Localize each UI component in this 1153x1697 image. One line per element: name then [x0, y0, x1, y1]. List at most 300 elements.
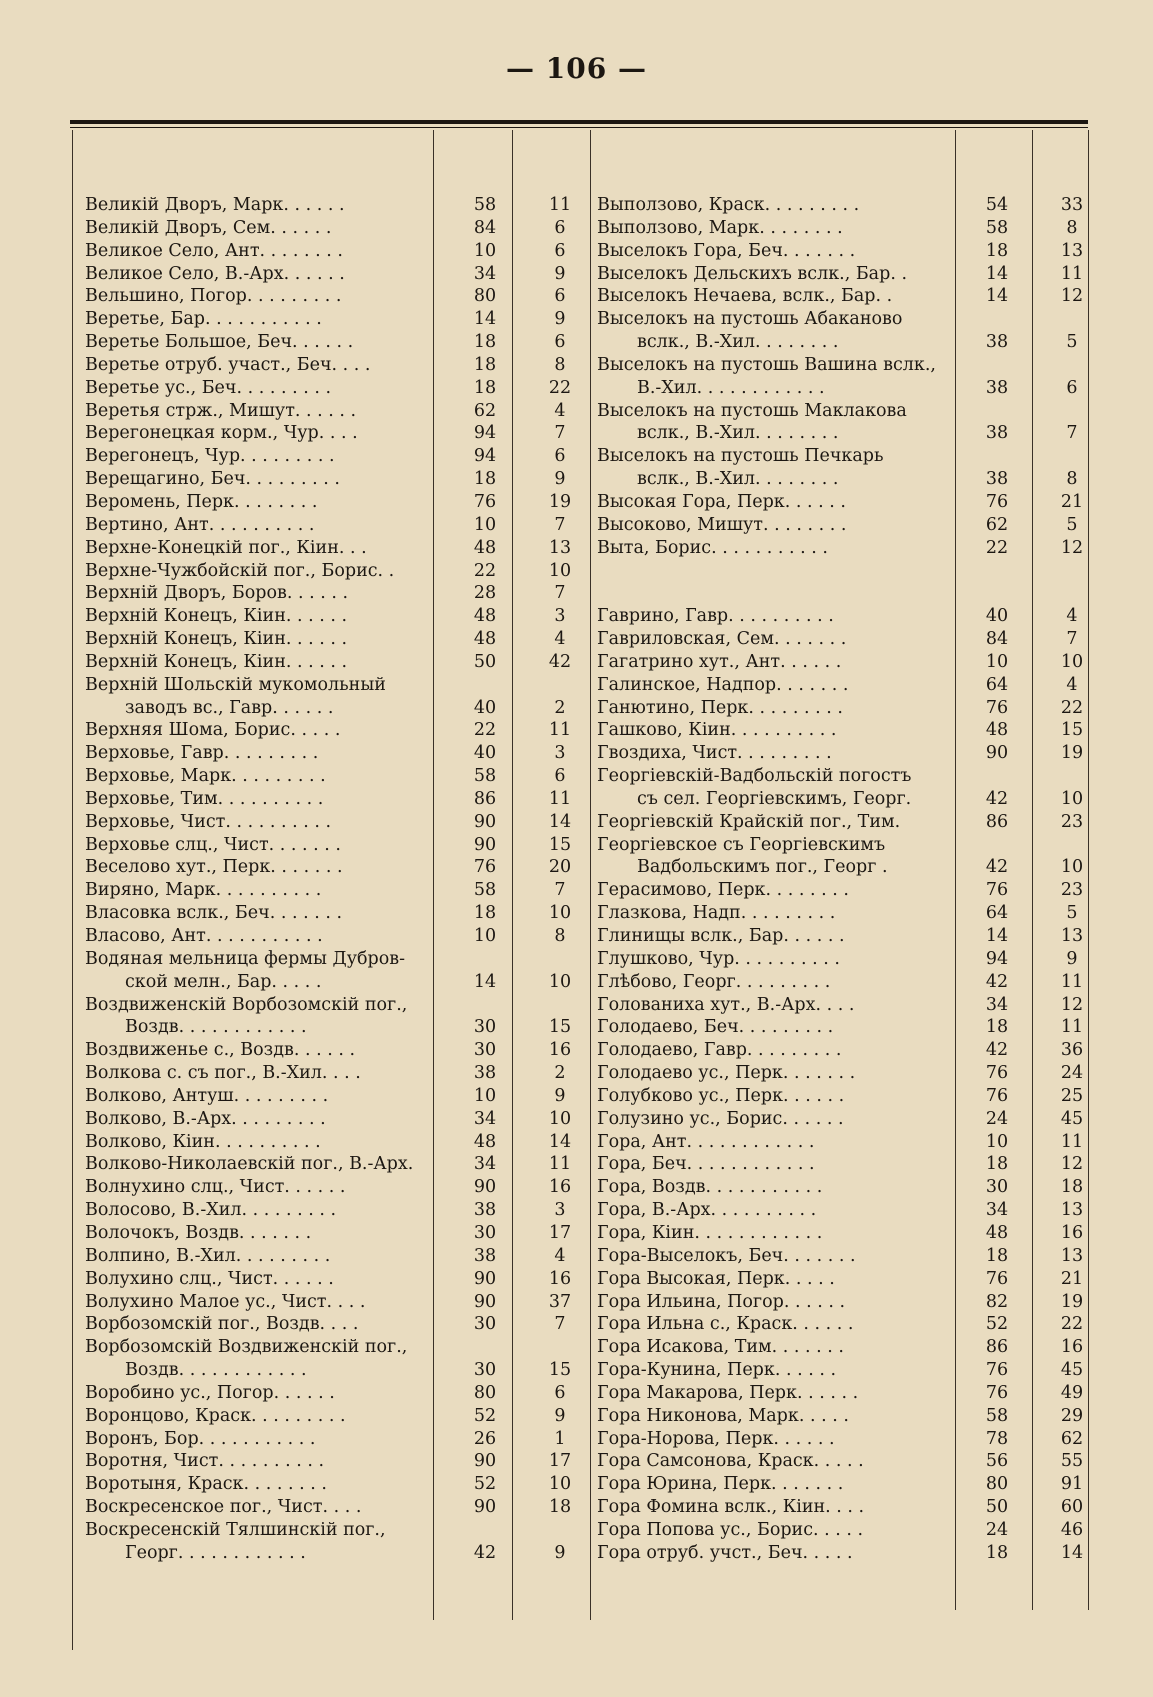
entry-number: 10 — [1060, 651, 1084, 672]
entry-number: 18 — [1060, 1177, 1084, 1198]
entry-page: 62 — [473, 400, 497, 421]
entry-page: 94 — [473, 446, 497, 467]
entry-name: Голованиха хут., В.-Арх. . . . — [597, 994, 855, 1015]
entry-number: 10 — [548, 971, 572, 992]
entry-name: Веселово хут., Перк. . . . . . . — [85, 857, 343, 878]
entry-number: 10 — [548, 1108, 572, 1129]
entry-name: Вадбольскимъ пог., Георг . — [637, 857, 888, 878]
index-entry-row — [597, 400, 1089, 423]
entry-number: 10 — [548, 560, 572, 581]
entry-number: 9 — [554, 469, 566, 490]
entry-page: 34 — [985, 994, 1009, 1015]
entry-number: 16 — [1060, 1337, 1084, 1358]
index-entry-row — [597, 1016, 1089, 1039]
entry-name: Георгіевскій Крайскій пог., Тим. — [597, 811, 901, 832]
entry-number: 55 — [1060, 1451, 1084, 1472]
entry-number: 15 — [548, 1360, 572, 1381]
entry-name: Вельшино, Погор. . . . . . . . . — [85, 286, 342, 307]
index-entry-row — [597, 605, 1089, 628]
entry-name: Высоково, Мишут. . . . . . . . — [597, 514, 847, 535]
index-entry-row — [85, 377, 585, 400]
entry-number: 3 — [554, 1200, 566, 1221]
entry-page: 40 — [473, 697, 497, 718]
entry-page: 48 — [473, 537, 497, 558]
entry-name: Волухино Малое ус., Чист. . . . — [85, 1291, 366, 1312]
entry-number: 13 — [1060, 926, 1084, 946]
entry-number: 17 — [548, 1451, 572, 1472]
entry-page: 76 — [985, 697, 1009, 718]
entry-page: 38 — [473, 1200, 497, 1221]
entry-name: Выползово, Марк. . . . . . . . — [597, 217, 843, 238]
index-entry-row — [85, 285, 585, 308]
index-entry-row — [85, 856, 585, 879]
entry-name: Голодаево, Беч. . . . . . . . . — [597, 1017, 834, 1038]
top-rule-thin — [70, 127, 1088, 128]
index-entry-row — [85, 445, 585, 468]
entry-number: 15 — [548, 834, 572, 855]
entry-name: Выползово, Краск. . . . . . . . . — [597, 195, 860, 215]
entry-name: Георг. . . . . . . . . . . . — [125, 1542, 306, 1563]
index-entry-row — [85, 308, 585, 331]
entry-number: 8 — [1066, 217, 1078, 238]
entry-name: Верхній Конецъ, Кiин. . . . . . — [85, 629, 348, 650]
entry-page: 42 — [985, 857, 1009, 878]
index-entry-row — [597, 1496, 1089, 1519]
entry-number: 6 — [554, 217, 566, 238]
entry-number: 45 — [1060, 1108, 1084, 1129]
index-entry-row — [597, 1473, 1089, 1496]
entry-number: 16 — [548, 1268, 572, 1289]
entry-number: 9 — [554, 1085, 566, 1106]
entry-name: Выселокъ на пустошь Маклакова — [597, 400, 907, 421]
entry-name: Веретье ус., Беч. . . . . . . . . — [85, 377, 332, 398]
entry-name: Ворбозомскій Воздвиженскій пог., — [85, 1337, 408, 1358]
entry-number: 6 — [554, 1382, 566, 1403]
index-entry-row — [85, 994, 585, 1017]
entry-page: 30 — [985, 1177, 1009, 1198]
entry-page: 30 — [473, 1360, 497, 1381]
index-entry-row — [85, 1268, 585, 1291]
index-entry-row — [85, 194, 585, 217]
entry-number: 7 — [554, 423, 566, 444]
entry-name: Волпино, В.-Хил. . . . . . . . . — [85, 1245, 331, 1266]
entry-page: 30 — [473, 1017, 497, 1038]
entry-page: 38 — [473, 1245, 497, 1266]
entry-number: 25 — [1060, 1085, 1084, 1106]
entry-name: Веромень, Перк. . . . . . . . — [85, 491, 318, 512]
entry-number: 12 — [1060, 1154, 1084, 1175]
entry-page: 10 — [473, 1085, 497, 1106]
entry-number: 19 — [548, 491, 572, 512]
entry-name: вслк., В.-Хил. . . . . . . . — [637, 423, 839, 444]
entry-name: Верховье, Чист. . . . . . . . . . — [85, 811, 332, 832]
entry-name: Выселокъ Нечаева, вслк., Бар. . — [597, 286, 893, 307]
index-entry-row — [85, 1291, 585, 1314]
entry-name: Воскресенскій Тялшинскій пог., — [85, 1519, 386, 1540]
entry-number: 91 — [1060, 1474, 1084, 1495]
index-entry-row — [85, 674, 585, 697]
entry-page: 62 — [985, 514, 1009, 535]
entry-page: 18 — [473, 377, 497, 398]
index-entry-row — [85, 971, 585, 994]
entry-number: 18 — [548, 1497, 572, 1518]
entry-name: съ сел. Георгіевскимъ, Георг. — [637, 788, 912, 809]
entry-page: 38 — [985, 332, 1009, 353]
entry-number: 45 — [1060, 1360, 1084, 1381]
entry-page: 50 — [473, 651, 497, 672]
entry-number: 37 — [548, 1291, 572, 1312]
index-entry-row — [597, 582, 1089, 605]
entry-number: 7 — [554, 514, 566, 535]
entry-number: 22 — [1060, 697, 1084, 718]
entry-name: Гора Попова ус., Борис. . . . . — [597, 1519, 864, 1540]
entry-name: Вертино, Ант. . . . . . . . . . — [85, 514, 315, 535]
index-entry-row — [597, 377, 1089, 400]
entry-page: 10 — [473, 514, 497, 535]
index-entry-row — [85, 1473, 585, 1496]
entry-page: 58 — [473, 195, 497, 215]
entry-name: Верхне-Конецкій пог., Кiин. . . — [85, 537, 367, 558]
entry-page: 18 — [985, 240, 1009, 261]
entry-page: 90 — [473, 811, 497, 832]
entry-name: Воздв. . . . . . . . . . . . — [125, 1017, 307, 1038]
index-entry-row — [597, 537, 1089, 560]
index-entry-row — [597, 856, 1089, 879]
index-entry-row — [597, 1542, 1089, 1565]
entry-page: 76 — [473, 491, 497, 512]
entry-number: 4 — [554, 629, 566, 650]
index-entry-row — [85, 1382, 585, 1405]
entry-name: ской мелн., Бар. . . . . — [125, 971, 322, 992]
entry-page: 64 — [985, 674, 1009, 695]
entry-page: 48 — [985, 1222, 1009, 1243]
index-entry-row — [85, 217, 585, 240]
index-entry-row — [85, 719, 585, 742]
index-entry-row — [597, 971, 1089, 994]
entry-number: 14 — [548, 811, 572, 832]
index-entry-row — [85, 742, 585, 765]
entry-name: Верхне-Чужбойскій пог., Борис. . — [85, 560, 395, 581]
entry-name: Гаврино, Гавр. . . . . . . . . . — [597, 606, 834, 627]
entry-name: Верегонецкая корм., Чур. . . . — [85, 423, 358, 444]
entry-name: Глинищы вслк., Бар. . . . . . — [597, 926, 845, 946]
entry-name: Воронцово, Краск. . . . . . . . . — [85, 1405, 346, 1426]
entry-number: 36 — [1060, 1040, 1084, 1061]
entry-page: 18 — [473, 903, 497, 924]
index-entry-row — [597, 1519, 1089, 1542]
index-entry-row — [597, 331, 1089, 354]
index-entry-row — [597, 1405, 1089, 1428]
index-entry-row — [597, 628, 1089, 651]
index-entry-row — [597, 240, 1089, 263]
entry-number: 5 — [1066, 514, 1078, 535]
entry-name: Глѣбово, Георг. . . . . . . . . — [597, 971, 831, 992]
entry-number: 10 — [1060, 857, 1084, 878]
index-entry-row — [85, 537, 585, 560]
entry-name: Георгіевскій-Вадбольскій погостъ — [597, 766, 912, 787]
index-entry-row — [85, 1405, 585, 1428]
index-entry-row — [597, 719, 1089, 742]
index-entry-row — [597, 879, 1089, 902]
index-entry-row — [597, 1245, 1089, 1268]
index-entry-row — [85, 560, 585, 583]
index-entry-row — [597, 811, 1089, 834]
index-entry-row — [85, 925, 585, 948]
entry-name: Гашково, Кiин. . . . . . . . . . — [597, 720, 837, 741]
index-entry-row — [597, 285, 1089, 308]
entry-page: 30 — [473, 1040, 497, 1061]
index-entry-row — [85, 1519, 585, 1542]
entry-page: 18 — [985, 1245, 1009, 1266]
entry-name: вслк., В.-Хил. . . . . . . . — [637, 332, 839, 353]
entry-number: 6 — [1066, 377, 1078, 398]
entry-page: 84 — [985, 629, 1009, 650]
index-entry-row — [597, 1176, 1089, 1199]
entry-name: Глазкова, Надп. . . . . . . . . — [597, 903, 836, 924]
entry-page: 42 — [985, 1040, 1009, 1061]
entry-name: Гора-Норова, Перк. . . . . . — [597, 1428, 835, 1449]
entry-number: 9 — [554, 263, 566, 284]
index-entry-row — [85, 1428, 585, 1451]
entry-number: 11 — [548, 1154, 572, 1175]
index-entry-row — [597, 354, 1089, 377]
index-entry-row — [85, 948, 585, 971]
entry-page: 76 — [985, 1268, 1009, 1289]
entry-page: 64 — [985, 903, 1009, 924]
entry-page: 86 — [985, 1337, 1009, 1358]
entry-number: 8 — [554, 354, 566, 375]
entry-page: 48 — [985, 720, 1009, 741]
entry-page: 42 — [473, 1542, 497, 1563]
entry-name: Верхній Конецъ, Кiин. . . . . . — [85, 651, 348, 672]
entry-name: Выселокъ Дельскихъ вслк., Бар. . — [597, 263, 908, 284]
entry-number: 9 — [554, 309, 566, 330]
index-entry-row — [85, 468, 585, 491]
entry-name: Волухино слц., Чист. . . . . . — [85, 1268, 334, 1289]
entry-number: 11 — [1060, 971, 1084, 992]
top-rule — [70, 120, 1088, 124]
entry-page: 48 — [473, 606, 497, 627]
index-entry-row — [85, 514, 585, 537]
entry-number: 49 — [1060, 1382, 1084, 1403]
entry-name: Волково, В.-Арх. . . . . . . . . — [85, 1108, 326, 1129]
entry-page: 58 — [473, 880, 497, 901]
entry-page: 54 — [985, 195, 1009, 215]
entry-number: 12 — [1060, 994, 1084, 1015]
index-entry-row — [85, 811, 585, 834]
entry-number: 21 — [1060, 491, 1084, 512]
index-entry-row — [597, 1108, 1089, 1131]
entry-number: 15 — [1060, 720, 1084, 741]
entry-page: 18 — [473, 354, 497, 375]
entry-number: 9 — [554, 1542, 566, 1563]
index-entry-row — [597, 1313, 1089, 1336]
entry-number: 7 — [1066, 629, 1078, 650]
entry-number: 7 — [554, 880, 566, 901]
index-entry-row — [85, 1542, 585, 1565]
entry-name: Великое Село, В.-Арх. . . . . . — [85, 263, 345, 284]
entry-page: 38 — [473, 1063, 497, 1084]
entry-page: 40 — [985, 606, 1009, 627]
index-entry-row — [597, 308, 1089, 331]
entry-name: Гора-Выселокъ, Беч. . . . . . . — [597, 1245, 856, 1266]
entry-number: 7 — [554, 583, 566, 604]
entry-name: Гора отруб. учст., Беч. . . . . — [597, 1542, 853, 1563]
index-entry-row — [597, 1428, 1089, 1451]
index-entry-row — [85, 651, 585, 674]
entry-name: Гора, Воздв. . . . . . . . . . . — [597, 1177, 823, 1198]
entry-page: 76 — [985, 1382, 1009, 1403]
entry-page: 90 — [473, 834, 497, 855]
index-entry-row — [597, 422, 1089, 445]
entry-name: Гора Самсонова, Краск. . . . . — [597, 1451, 864, 1472]
entry-page: 80 — [473, 1382, 497, 1403]
entry-name: Ворбозомскій пог., Воздв. . . . — [85, 1314, 359, 1335]
index-entry-row — [597, 925, 1089, 948]
entry-name: Голузино ус., Борис. . . . . . — [597, 1108, 844, 1129]
index-entry-row — [85, 1199, 585, 1222]
index-entry-row — [85, 765, 585, 788]
entry-page: 14 — [473, 971, 497, 992]
entry-number: 6 — [554, 332, 566, 353]
entry-page: 76 — [473, 857, 497, 878]
index-entry-row — [597, 1131, 1089, 1154]
index-entry-row — [85, 834, 585, 857]
index-entry-row — [597, 697, 1089, 720]
entry-page: 28 — [473, 583, 497, 604]
entry-number: 6 — [554, 286, 566, 307]
entry-number: 8 — [1066, 469, 1078, 490]
entry-name: Гора Ильина, Погор. . . . . . — [597, 1291, 846, 1312]
entry-number: 60 — [1060, 1497, 1084, 1518]
index-entry-row — [597, 1382, 1089, 1405]
entry-number: 11 — [548, 720, 572, 741]
entry-name: Веретье Большое, Беч. . . . . . — [85, 332, 354, 353]
entry-page: 58 — [473, 766, 497, 787]
index-entry-row — [597, 194, 1089, 217]
entry-number: 6 — [554, 446, 566, 467]
entry-page: 86 — [473, 788, 497, 809]
index-entry-row — [597, 765, 1089, 788]
entry-page: 22 — [473, 720, 497, 741]
entry-name: Власовка вслк., Беч. . . . . . . — [85, 903, 343, 924]
entry-page: 10 — [985, 651, 1009, 672]
entry-name: Верховье, Гавр. . . . . . . . . — [85, 743, 319, 764]
entry-number: 22 — [548, 377, 572, 398]
entry-name: Гора Фомина вслк., Кiин. . . . — [597, 1497, 865, 1518]
entry-name: Веретья стрж., Мишут. . . . . . — [85, 400, 357, 421]
entry-page: 18 — [985, 1017, 1009, 1038]
entry-name: Верегонецъ, Чур. . . . . . . . . — [85, 446, 335, 467]
entry-page: 58 — [985, 1405, 1009, 1426]
entry-name: Веретье, Бар. . . . . . . . . . . — [85, 309, 322, 330]
entry-number: 20 — [548, 857, 572, 878]
entry-name: Герасимово, Перк. . . . . . . . — [597, 880, 849, 901]
entry-number: 9 — [554, 1405, 566, 1426]
entry-page: 38 — [985, 377, 1009, 398]
entry-number: 2 — [554, 1063, 566, 1084]
index-entry-row — [597, 263, 1089, 286]
entry-name: Выселокъ Гора, Беч. . . . . . . — [597, 240, 856, 261]
entry-number: 16 — [548, 1177, 572, 1198]
entry-number: 14 — [548, 1131, 572, 1152]
entry-number: 24 — [1060, 1063, 1084, 1084]
index-entry-row — [597, 514, 1089, 537]
index-entry-row — [597, 1153, 1089, 1176]
entry-name: Георгіевское съ Георгіевскимъ — [597, 834, 886, 855]
entry-number: 11 — [548, 195, 572, 215]
entry-name: Воскресенское пог., Чист. . . . — [85, 1497, 362, 1518]
entry-number: 7 — [554, 1314, 566, 1335]
entry-number: 10 — [1060, 788, 1084, 809]
entry-name: Гора, В.-Арх. . . . . . . . . . — [597, 1200, 817, 1221]
entry-page: 78 — [985, 1428, 1009, 1449]
entry-page: 34 — [985, 1200, 1009, 1221]
entry-page: 22 — [985, 537, 1009, 558]
entry-number: 6 — [554, 240, 566, 261]
index-entry-row — [597, 560, 1089, 583]
index-entry-row — [597, 788, 1089, 811]
entry-page: 14 — [985, 286, 1009, 307]
index-entry-row — [85, 1153, 585, 1176]
entry-number: 33 — [1060, 195, 1084, 215]
index-entry-row — [597, 491, 1089, 514]
entry-name: Власово, Ант. . . . . . . . . . . — [85, 926, 323, 946]
index-entry-row — [597, 902, 1089, 925]
entry-name: Верховье, Марк. . . . . . . . . — [85, 766, 326, 787]
entry-page: 38 — [985, 469, 1009, 490]
entry-number: 22 — [1060, 1314, 1084, 1335]
entry-page: 90 — [985, 743, 1009, 764]
entry-page: 76 — [985, 1063, 1009, 1084]
entry-name: Водяная мельница фермы Дубров- — [85, 948, 406, 969]
entry-page: 10 — [473, 926, 497, 946]
entry-page: 90 — [473, 1177, 497, 1198]
entry-number: 12 — [1060, 537, 1084, 558]
index-entry-row — [85, 1016, 585, 1039]
entry-page: 82 — [985, 1291, 1009, 1312]
entry-page: 40 — [473, 743, 497, 764]
entry-number: 42 — [548, 651, 572, 672]
entry-number: 10 — [548, 903, 572, 924]
index-entry-row — [85, 697, 585, 720]
index-entry-row — [597, 1199, 1089, 1222]
entry-name: Гора Ильна с., Краск. . . . . . — [597, 1314, 854, 1335]
index-entry-row — [597, 468, 1089, 491]
entry-page: 76 — [985, 1085, 1009, 1106]
index-entry-row — [597, 1085, 1089, 1108]
entry-name: Гавриловская, Сем. . . . . . . — [597, 629, 847, 650]
index-entry-row — [85, 788, 585, 811]
entry-name: Воздвиженскій Ворбозомскій пог., — [85, 994, 408, 1015]
index-entry-row — [597, 1062, 1089, 1085]
index-entry-row — [85, 354, 585, 377]
entry-name: Виряно, Марк. . . . . . . . . . — [85, 880, 322, 901]
entry-number: 17 — [548, 1222, 572, 1243]
entry-page: 90 — [473, 1268, 497, 1289]
entry-name: Высокая Гора, Перк. . . . . . — [597, 491, 846, 512]
entry-number: 5 — [1066, 332, 1078, 353]
index-entry-row — [85, 1450, 585, 1473]
entry-number: 23 — [1060, 811, 1084, 832]
index-entry-row — [85, 263, 585, 286]
index-entry-row — [597, 1039, 1089, 1062]
index-entry-row — [597, 1291, 1089, 1314]
entry-page: 10 — [985, 1131, 1009, 1152]
entry-page: 24 — [985, 1519, 1009, 1540]
entry-name: Волнухино слц., Чист. . . . . . — [85, 1177, 346, 1198]
entry-name: Глушково, Чур. . . . . . . . . . — [597, 948, 840, 969]
